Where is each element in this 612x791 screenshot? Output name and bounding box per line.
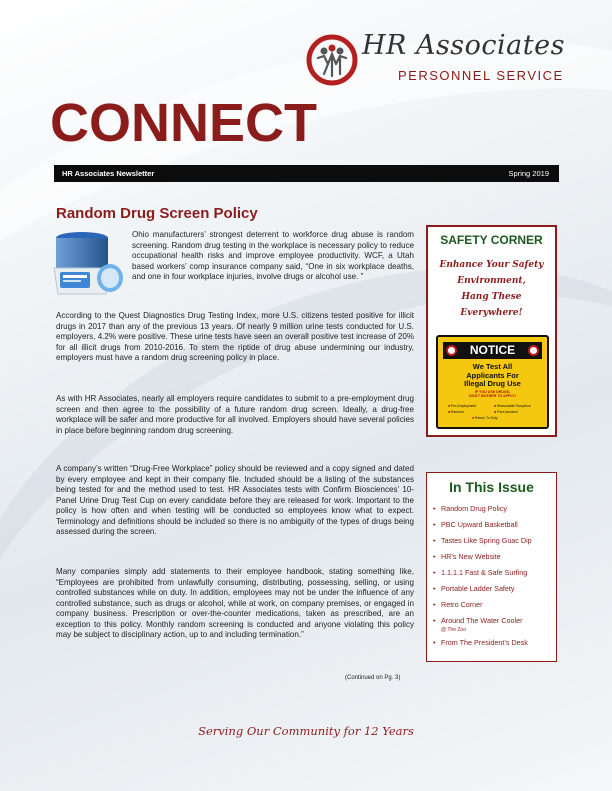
issue-item[interactable] xyxy=(433,638,555,654)
issue-item[interactable] xyxy=(433,536,555,552)
notice-main-text xyxy=(438,363,547,389)
newsletter-masthead: CONNECT xyxy=(50,93,317,153)
drug-test-cup-image xyxy=(46,228,126,298)
people-circle-logo-icon xyxy=(306,34,358,86)
notice-test-type: ■ Pre-Employment xyxy=(448,403,494,409)
safety-message-line: Everywhere! xyxy=(460,308,523,318)
article-title: Random Drug Screen Policy xyxy=(56,205,258,222)
notice-main-line: We Test All xyxy=(472,362,513,371)
safety-message-line: Hang These xyxy=(461,292,522,302)
issue-item-label: Retro Corner xyxy=(441,600,483,609)
issue-item-label: 1.1.1.1 Fast & Safe Surfing xyxy=(441,568,528,577)
issue-contents-list xyxy=(433,504,555,654)
issue-date: Spring 2019 xyxy=(508,169,549,178)
issue-item[interactable] xyxy=(433,504,555,520)
issue-item[interactable] xyxy=(433,600,555,616)
issue-item-label: Portable Ladder Safety xyxy=(441,584,515,593)
in-this-issue-box xyxy=(426,472,557,662)
notice-header xyxy=(443,342,542,359)
issue-item[interactable] xyxy=(433,552,555,568)
notice-main-line: Illegal Drug Use xyxy=(464,379,521,388)
article-paragraph: Many companies simply add statements to their employee handbook, stating something like, “Employees are prohibited from unlawfully consuming, distributing, possessing, selling, or using controlled substances while on duty. In addition, employees may not be under the influence of any controlled substance, such as drugs or alcohol, while at work, on company premises, or engaged in company business. Prescription or over-the-counter medications, taken as prescribed, are an exception to this policy. Monthly random screening is conducted and anyone violating this policy may be subject to disciplinary action, up to and including termination.” xyxy=(56,567,414,639)
notice-warning xyxy=(438,390,547,399)
issue-item[interactable] xyxy=(433,584,555,600)
continued-note: (Continued on Pg. 3) xyxy=(345,675,401,681)
article-paragraph: According to the Quest Diagnostics Drug Testing Index, more U.S. citizens tested positive for illicit drugs in 2017 than any of the previous 13 years. Of nearly 9 million urine tests conducted for U.S. employers, 4.2% were positive. These urine tests have seen an overall positive test increase of 20% for all illicit drugs from 2010-2016. To stem the riptide of drug abuse undermining our industry, employers must have a random drug screening policy in place. xyxy=(56,311,414,362)
notice-test-types xyxy=(448,403,543,421)
notice-test-type: ■ Reasonable Suspicion xyxy=(494,403,540,409)
notice-test-type: ■ Return To Duty xyxy=(472,415,518,421)
safety-corner-title: SAFETY CORNER xyxy=(440,233,543,247)
notice-warning-line: DON'T BOTHER TO APPLY! xyxy=(469,394,516,399)
logo-wordmark: HR Associates xyxy=(362,30,565,61)
newsletter-name: HR Associates Newsletter xyxy=(62,169,155,178)
issue-item-label: PBC Upward Basketball xyxy=(441,520,518,529)
issue-item-subnote: @ The Zoo xyxy=(441,627,466,633)
safety-message xyxy=(428,257,555,321)
article-paragraph: As with HR Associates, nearly all employers require candidates to submit to a pre-employment drug screen and then agree to the possibility of a future random drug screen. Ideally, a drug-free workplace will be safer and more productive for all involved. Employers should have several policies in place before beginning random drug screening. xyxy=(56,394,414,435)
article-paragraph: A company’s written “Drug-Free Workplace” policy should be reviewed and a copy signed and dated by every employee and kept in their company file. Included should be a listing of the substances being tested for and the method used to test. HR Associates tests with Confirm Biosciences’ 10-Panel Urine Drug Test Cup on every candidate before they are released for work. Important to the policy is how often and when testing will be conducted so employees know what to expect. Terminology and definitions should be included so there is no ambiguity of the types of drugs being assessed during the screen. xyxy=(56,464,414,536)
issue-item-label: From The President’s Desk xyxy=(441,638,528,647)
logo-subtitle: PERSONNEL SERVICE xyxy=(398,68,564,83)
notice-warning-line: IF YOU USE DRUGS, xyxy=(474,390,511,394)
notice-seal-icon xyxy=(446,345,457,356)
company-logo xyxy=(306,30,586,88)
notice-poster xyxy=(436,335,549,429)
issue-item[interactable] xyxy=(433,520,555,536)
safety-message-line: Enhance Your Safety xyxy=(439,260,544,270)
issue-item-label: Around The Water Cooler xyxy=(441,616,523,625)
notice-test-type: ■ Post Accident xyxy=(494,409,540,415)
issue-item[interactable] xyxy=(433,616,555,638)
issue-item-label: Tastes Like Spring Guac Dip xyxy=(441,536,532,545)
notice-main-line: Applicants For xyxy=(466,370,519,380)
safety-message-line: Environment, xyxy=(457,276,526,286)
issue-item[interactable] xyxy=(433,568,555,584)
article-paragraph: Ohio manufacturers’ strongest deterrent to workforce drug abuse is random screening. Random drug testing in the workplace is necessary policy to reduce occupational health risks and improve employee productivity. WCF, a Utah based workers’ comp insurance company said, “One in six workplace deaths, and one in four workplace injuries, involve drugs or alcohol use. ” xyxy=(132,230,414,281)
notice-seal-icon xyxy=(528,345,539,356)
issue-item-label: Random Drug Policy xyxy=(441,504,507,513)
issue-item-label: HR’s New Website xyxy=(441,552,501,561)
notice-heading: NOTICE xyxy=(469,343,516,357)
in-this-issue-title: In This Issue xyxy=(449,479,534,495)
footer-tagline: Serving Our Community for 12 Years xyxy=(198,724,414,738)
notice-test-type: ■ Random xyxy=(448,409,494,415)
safety-corner-box xyxy=(426,225,557,437)
issue-banner xyxy=(54,165,559,182)
